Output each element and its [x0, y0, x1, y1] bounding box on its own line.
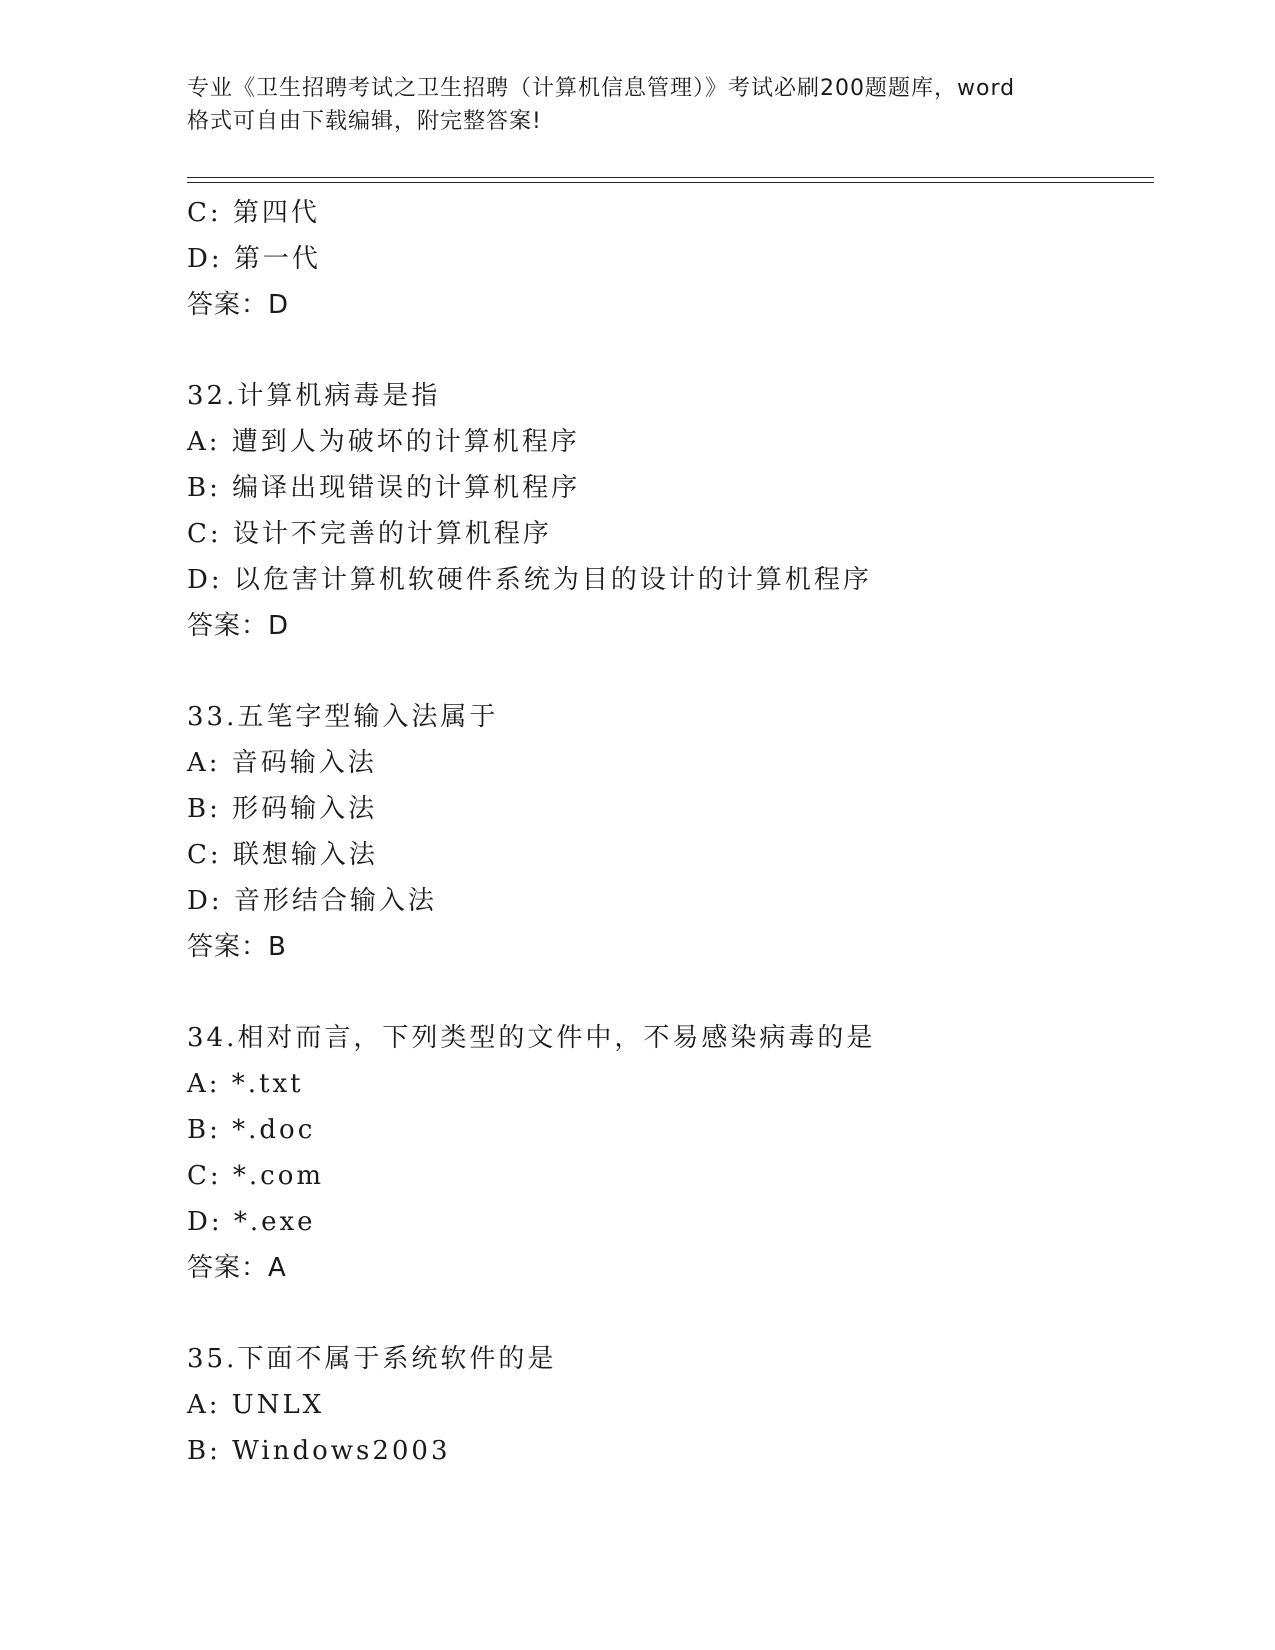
option-b: B: *.doc [187, 1115, 316, 1145]
spacer [187, 328, 1154, 373]
question-stem: 33.五笔字型输入法属于 [187, 702, 499, 732]
document-body [187, 190, 1154, 1474]
option-a: A: UNLX [187, 1390, 325, 1420]
option-c: C: 联想输入法 [187, 840, 378, 870]
answer-line: 答案：D [187, 611, 290, 641]
option-a: A: *.txt [187, 1069, 304, 1099]
question-33 [187, 694, 1154, 970]
option-a: A: 遭到人为破坏的计算机程序 [187, 427, 580, 457]
header-line-2: 格式可自由下载编辑，附完整答案! [187, 109, 542, 134]
option-b: B: Windows2003 [187, 1436, 451, 1466]
question-fragment [187, 190, 1154, 328]
question-34 [187, 1015, 1154, 1291]
question-stem: 32.计算机病毒是指 [187, 381, 441, 411]
option-a: A: 音码输入法 [187, 748, 377, 778]
spacer [187, 649, 1154, 694]
option-d: D: 以危害计算机软硬件系统为目的设计的计算机程序 [187, 565, 872, 595]
option-b: B: 形码输入法 [187, 794, 378, 824]
option-d: D: *.exe [187, 1207, 316, 1237]
option-d: D: 第一代 [187, 244, 321, 274]
option-c: C: 第四代 [187, 198, 320, 228]
question-stem: 35.下面不属于系统软件的是 [187, 1344, 557, 1374]
spacer [187, 1291, 1154, 1336]
answer-line: 答案：B [187, 932, 287, 962]
question-35 [187, 1336, 1154, 1474]
header-divider-bottom [187, 182, 1154, 183]
document-header [187, 72, 1107, 138]
option-d: D: 音形结合输入法 [187, 886, 437, 916]
header-divider-top [187, 177, 1154, 178]
question-32 [187, 373, 1154, 649]
option-c: C: *.com [187, 1161, 325, 1191]
answer-line: 答案：D [187, 290, 290, 320]
spacer [187, 970, 1154, 1015]
option-b: B: 编译出现错误的计算机程序 [187, 473, 581, 503]
header-line-1: 专业《卫生招聘考试之卫生招聘（计算机信息管理）》考试必刷200题题库，word [187, 76, 1016, 101]
answer-line: 答案：A [187, 1253, 287, 1283]
option-c: C: 设计不完善的计算机程序 [187, 519, 552, 549]
question-stem: 34.相对而言，下列类型的文件中，不易感染病毒的是 [187, 1023, 876, 1053]
